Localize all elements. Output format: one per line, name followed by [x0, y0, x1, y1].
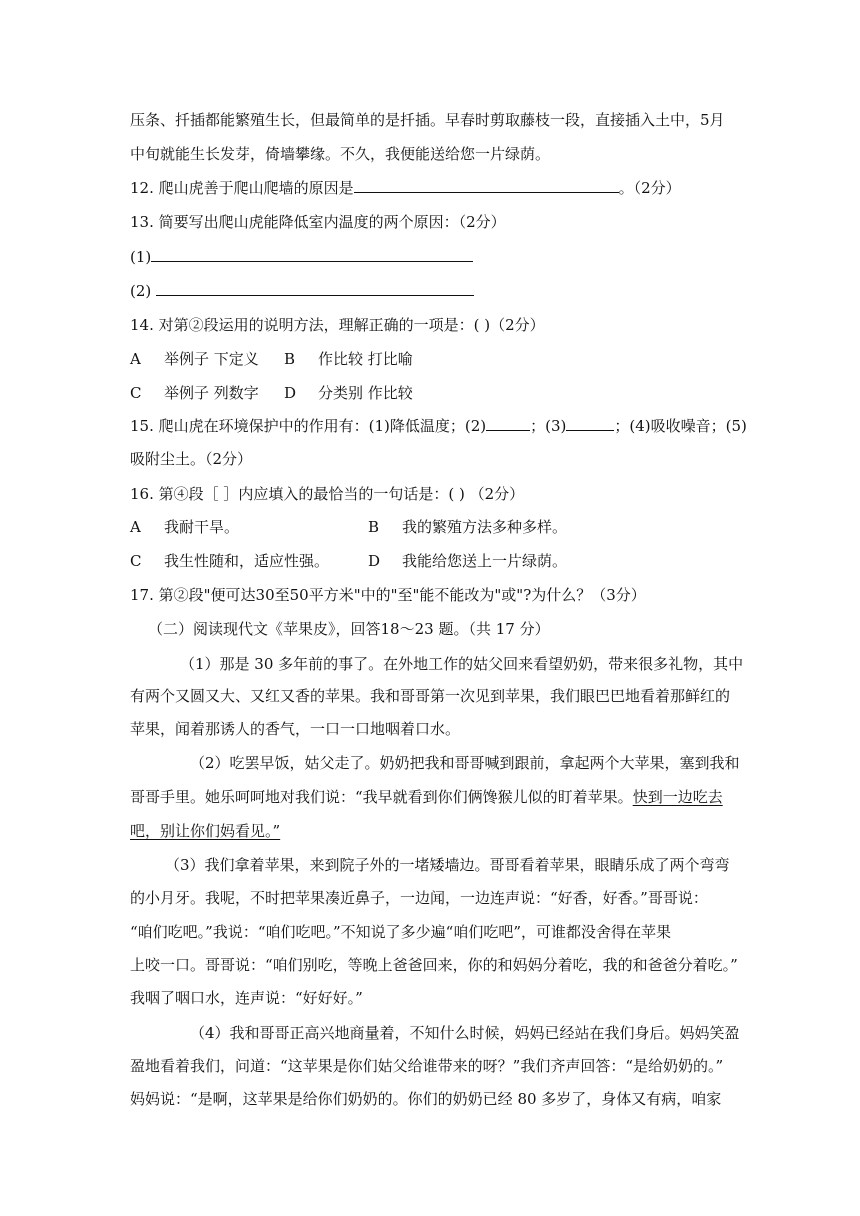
q14-option-b-text: 作比较 打比喻 — [318, 350, 413, 368]
answer-blank-15-2[interactable] — [486, 416, 530, 431]
answer-blank-15-3[interactable] — [566, 416, 614, 431]
question-13-answer-2 — [130, 281, 474, 301]
para-3-line-5: 我咽了咽口水，连声说：“好好好。” — [130, 989, 363, 1007]
question-15-part-1: 15. 爬山虎在环境保护中的作用有：(1)降低温度；(2) — [130, 417, 487, 435]
question-15 — [130, 416, 747, 436]
q16-option-a-text: 我耐干旱。 — [164, 518, 240, 536]
para-4-line-2: 盈地看着我们，问道：“这苹果是你们姑父给谁带来的呀？”我们齐声回答：“是给奶奶的。” — [130, 1057, 724, 1075]
q14-option-b-letter[interactable]: B — [284, 350, 296, 368]
question-12-score: 。（2分） — [618, 179, 681, 197]
q16-option-b-text: 我的繁殖方法多种多样。 — [402, 518, 568, 536]
q14-option-d-letter[interactable]: D — [284, 384, 297, 402]
q14-option-a-text: 举例子 下定义 — [164, 350, 259, 368]
underlined-sentence-end: 吧，别让你们妈看见。” — [130, 822, 281, 840]
para-2-line-2-text: 哥哥手里。她乐呵呵地对我们说：“我早就看到你们俩馋猴儿似的盯着苹果。 — [130, 788, 633, 806]
question-15-line-2: 吸附尘土。（2分） — [130, 450, 253, 468]
passage-line-1: 压条、扦插都能繁殖生长，但最简单的是扦插。早春时剪取藤枝一段，直接插入土中，5月 — [130, 111, 725, 129]
q16-option-d-letter[interactable]: D — [368, 552, 381, 570]
q14-option-a-letter[interactable]: A — [130, 350, 141, 368]
answer-blank-13-1[interactable] — [151, 247, 473, 262]
q14-option-d-text: 分类别 作比较 — [318, 384, 413, 402]
q14-option-c-letter[interactable]: C — [130, 384, 142, 402]
underlined-sentence-start: 快到一边吃去 — [632, 788, 723, 806]
q16-option-a-letter[interactable]: A — [130, 518, 141, 536]
para-4-line-1: （4）我和哥哥正高兴地商量着，不知什么时候，妈妈已经站在我们身后。妈妈笑盈 — [190, 1024, 740, 1042]
answer-blank-12[interactable] — [354, 178, 619, 193]
section-2-heading: （二）阅读现代文《苹果皮》，回答18～23 题。（共 17 分） — [148, 620, 550, 638]
para-3-line-2: 的小月牙。我呢，不时把苹果凑近鼻子，一边闻，一边连声说：“好香，好香。”哥哥说： — [130, 889, 708, 907]
question-13-answer-1 — [130, 247, 473, 267]
question-17-stem: 17. 第②段"便可达30至50平方米"中的"至"能不能改为"或"?为什么？（3分） — [130, 586, 646, 604]
para-2-line-3 — [130, 821, 280, 841]
para-3-line-3: “咱们吃吧。”我说：“咱们吃吧。”不知说了多少遍“咱们吃吧”，可谁都没舍得在苹果 — [130, 923, 672, 941]
question-12-stem: 12. 爬山虎善于爬山爬墙的原因是 — [130, 179, 354, 197]
para-3-line-4: 上咬一口。哥哥说：“咱们别吃，等晚上爸爸回来，你的和妈妈分着吃，我的和爸爸分着吃。” — [130, 956, 738, 974]
para-2-line-1: （2）吃罢早饭，姑父走了。奶奶把我和哥哥喊到跟前，拿起两个大苹果，塞到我和 — [190, 754, 740, 772]
q16-option-b-letter[interactable]: B — [368, 518, 380, 536]
question-15-part-3: ；(4)吸收噪音；(5) — [614, 417, 747, 435]
para-1-line-2: 有两个又圆又大、又红又香的苹果。我和哥哥第一次见到苹果，我们眼巴巴地看着那鲜红的 — [130, 687, 731, 705]
question-15-part-2: ；(3) — [530, 417, 567, 435]
q16-option-c-text: 我生性随和，适应性强。 — [164, 552, 330, 570]
q14-option-c-text: 举例子 列数字 — [164, 384, 259, 402]
answer-2-label: (2) — [130, 282, 152, 300]
para-2-line-2 — [130, 787, 723, 807]
para-3-line-1: （3）我们拿着苹果，来到院子外的一堵矮墙边。哥哥看着苹果，眼睛乐成了两个弯弯 — [165, 856, 730, 874]
answer-blank-13-2[interactable] — [156, 281, 474, 296]
passage-line-2: 中旬就能生长发芽，倚墙攀缘。不久，我便能送给您一片绿荫。 — [130, 145, 551, 163]
para-1-line-3: 苹果，闻着那诱人的香气，一口一口地咽着口水。 — [130, 720, 461, 738]
answer-1-label: (1) — [130, 248, 152, 266]
q16-option-c-letter[interactable]: C — [130, 552, 142, 570]
question-14-stem: 14. 对第②段运用的说明方法，理解正确的一项是：( )（2分） — [130, 316, 545, 334]
question-16-stem: 16. 第④段［ ］内应填入的最恰当的一句话是：( ) （2分） — [130, 485, 525, 503]
question-12 — [130, 178, 681, 198]
para-4-line-3: 妈妈说：“是啊，这苹果是给你们奶奶的。你们的奶奶已经 80 多岁了，身体又有病，咱家 — [130, 1090, 722, 1108]
q16-option-d-text: 我能给您送上一片绿荫。 — [402, 552, 568, 570]
question-13-stem: 13. 简要写出爬山虎能降低室内温度的两个原因：（2分） — [130, 213, 506, 231]
para-1-line-1: （1）那是 30 多年前的事了。在外地工作的姑父回来看望奶奶，带来很多礼物，其中 — [180, 655, 744, 673]
